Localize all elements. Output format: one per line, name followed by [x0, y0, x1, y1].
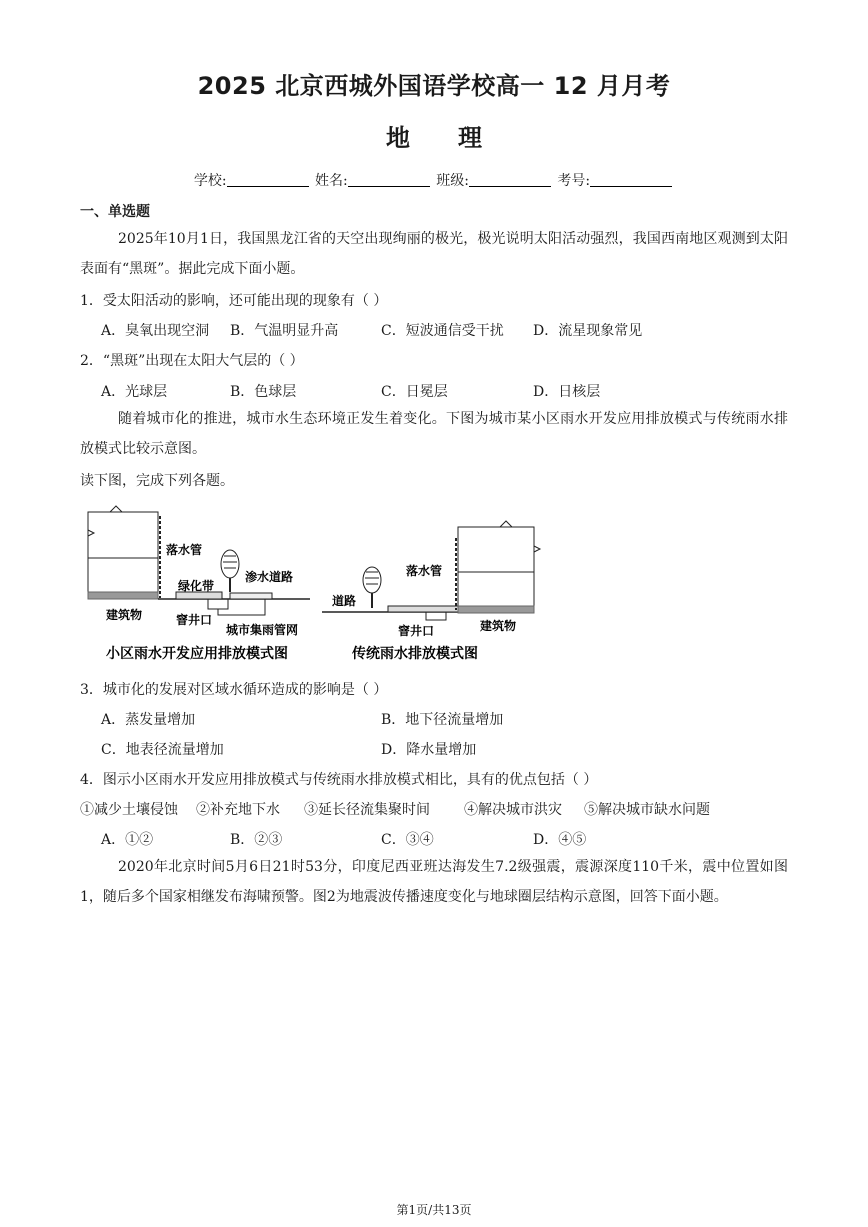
student-info-line — [0, 170, 868, 190]
left-pipe-shape — [218, 599, 265, 615]
permeable-road-label: 渗水道路 — [245, 570, 294, 584]
page-footer: 第1页/共13页 — [396, 1203, 472, 1217]
greenbelt-label: 绿化带 — [178, 579, 215, 593]
subject-char-1: 地 — [386, 124, 410, 152]
intro-passage-2: 随着城市化的推进，城市水生态环境正发生着变化。下图为城市某小区雨水开发应用排放模式与传统雨水排放模式比较示意图。 — [80, 411, 788, 457]
left-building-label: 建筑物 — [106, 608, 143, 622]
right-manhole-label: 窨井口 — [398, 624, 435, 638]
right-building-base — [458, 606, 534, 613]
permeable-road-shape — [230, 593, 272, 599]
question-1-option-d[interactable]: D．流星现象常见 — [533, 323, 643, 339]
road-label: 道路 — [332, 594, 357, 608]
left-model-drawing — [88, 506, 310, 615]
intro-passage-1: 2025年10月1日，我国黑龙江省的天空出现绚丽的极光，极光说明太阳活动强烈，我国西南地区观测到太阳表面有“黑斑”。据此完成下面小题。 — [80, 231, 788, 277]
right-tree-icon — [363, 567, 381, 593]
question-4-option-d[interactable]: D．④⑤ — [533, 832, 587, 848]
right-diagram-caption: 传统雨水排放模式图 — [352, 646, 478, 662]
question-3-option-a[interactable]: A．蒸发量增加 — [101, 712, 196, 728]
question-2-option-a[interactable]: A．光球层 — [101, 384, 168, 400]
section-heading: 一、单选题 — [80, 204, 150, 220]
question-3-option-d[interactable]: D．降水量增加 — [381, 742, 477, 758]
question-1-option-b[interactable]: B．气温明显升高 — [230, 323, 339, 339]
left-diagram-caption: 小区雨水开发应用排放模式图 — [106, 646, 288, 662]
name-label: 姓名: — [315, 173, 348, 189]
class-blank[interactable] — [469, 172, 551, 187]
right-road-strip — [388, 606, 458, 612]
pipe-network-label: 城市集雨管网 — [226, 623, 299, 637]
question-1-stem: 1．受太阳活动的影响，还可能出现的现象有（ ） — [80, 293, 388, 309]
left-building-base — [88, 592, 158, 599]
right-downpipe-label: 落水管 — [406, 564, 443, 578]
question-4-option-a[interactable]: A．①② — [101, 832, 154, 848]
greenbelt-shape — [176, 592, 222, 599]
question-1-option-c[interactable]: C．短波通信受干扰 — [381, 323, 504, 339]
rainwater-diagram — [80, 500, 800, 670]
question-2-option-d[interactable]: D．日核层 — [533, 384, 601, 400]
question-4-item-5: ⑤解决城市缺水问题 — [584, 802, 710, 818]
question-4-item-1: ①减少土壤侵蚀 — [80, 802, 178, 818]
left-building-outline — [88, 512, 158, 598]
left-tree-icon — [221, 550, 239, 578]
name-blank[interactable] — [348, 172, 430, 187]
left-downpipe-label: 落水管 — [166, 543, 203, 557]
school-blank[interactable] — [227, 172, 309, 187]
exam-title: 2025 北京西城外国语学校高一 12 月月考 — [197, 72, 671, 100]
left-manhole-label: 窨井口 — [176, 613, 213, 627]
left-manhole-shape — [208, 599, 228, 609]
exam-no-blank[interactable] — [590, 172, 672, 187]
right-building-label: 建筑物 — [480, 619, 517, 633]
question-4-option-c[interactable]: C．③④ — [381, 832, 434, 848]
read-instruction: 读下图，完成下列各题。 — [80, 473, 234, 489]
right-building-outline — [458, 527, 534, 613]
subject-char-2: 理 — [458, 124, 482, 152]
question-3-option-c[interactable]: C．地表径流量增加 — [101, 742, 224, 758]
subject-title — [0, 118, 868, 153]
class-label: 班级: — [436, 173, 469, 189]
exam-no-label: 考号: — [557, 173, 591, 189]
question-2-stem: 2．“黑斑”出现在太阳大气层的（ ） — [80, 353, 304, 369]
question-4-item-4: ④解决城市洪灾 — [464, 802, 562, 818]
question-2-option-b[interactable]: B．色球层 — [230, 384, 297, 400]
school-label: 学校: — [193, 173, 227, 189]
question-3-option-b[interactable]: B．地下径流量增加 — [381, 712, 504, 728]
question-4-item-2: ②补充地下水 — [196, 802, 280, 818]
question-3-stem: 3．城市化的发展对区域水循环造成的影响是（ ） — [80, 682, 388, 698]
question-4-item-3: ③延长径流集聚时间 — [304, 802, 430, 818]
question-2-option-c[interactable]: C．日冕层 — [381, 384, 448, 400]
question-4-option-b[interactable]: B．②③ — [230, 832, 283, 848]
question-1-option-a[interactable]: A．臭氧出现空洞 — [101, 323, 210, 339]
question-4-stem: 4．图示小区雨水开发应用排放模式与传统雨水排放模式相比，具有的优点包括（ ） — [80, 772, 598, 788]
intro-passage-3: 2020年北京时间5月6日21时53分，印度尼西亚班达海发生7.2级强震，震源深度110千米，震中位置如图1，随后多个国家相继发布海啸预警。图2为地震波传播速度变化与地球圈层结构示意图，回答下面小题。 — [80, 859, 788, 905]
right-manhole-shape — [426, 612, 446, 620]
